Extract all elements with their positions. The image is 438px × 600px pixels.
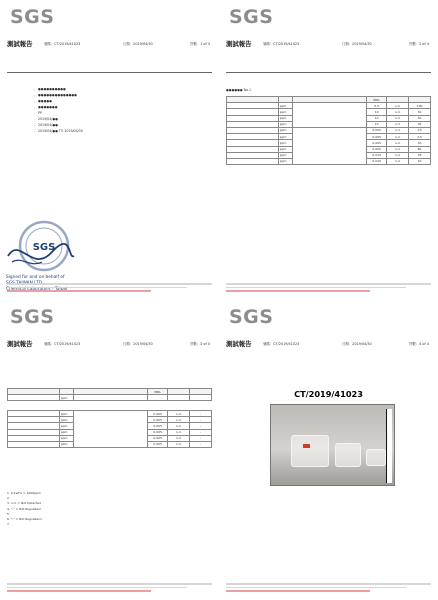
table-row: ppm 0.005 n.d. -	[8, 423, 212, 429]
info-value: ●●●●●●●●●●●●●●	[38, 93, 77, 97]
note-line: 7.	[7, 522, 10, 527]
report-title: 測試報告	[226, 40, 252, 48]
stamp-signed-text: Signed for and on behalf of	[6, 275, 65, 280]
results-table-continued	[7, 388, 212, 401]
info-value: 2019/04/●●	[38, 123, 58, 127]
page-footer	[7, 281, 212, 292]
report-number: 號碼：CT/2019/41023	[44, 42, 81, 46]
report-date: 日期：2019/04/30	[342, 42, 372, 46]
page-number: 頁數：4 of 4	[409, 342, 429, 346]
column-header: MDL	[148, 389, 168, 395]
report-number: 號碼：CT/2019/41023	[263, 42, 300, 46]
table-row: ppm 0.005 n.d. -	[8, 429, 212, 435]
report-title: 測試報告	[226, 340, 252, 348]
container-small	[366, 449, 386, 466]
note-line: 4. "-" = Not Regulated	[7, 506, 41, 511]
table-row: ppm	[8, 395, 212, 401]
results-table	[226, 96, 431, 165]
table-row: ppm 0.005 n.d. 1.5	[227, 127, 431, 133]
table-row: ppm 0.005 n.d. -	[8, 435, 212, 441]
table-row: ppm 10 n.d. 30	[227, 115, 431, 121]
report-page-1	[0, 0, 219, 300]
table-row: ppm 10 n.d. 30	[227, 121, 431, 127]
ruler-icon	[386, 409, 392, 483]
report-notes	[7, 491, 212, 527]
info-row: ： 2019/04/●● TO 2019/04/30	[34, 129, 83, 134]
report-page-3	[0, 300, 219, 600]
note-line: 5.	[7, 511, 10, 516]
report-date: 日期：2019/04/30	[342, 342, 372, 346]
sgs-logo: SGS	[229, 6, 274, 28]
divider	[226, 72, 431, 73]
table-row: ppm 10 n.d. 30	[227, 109, 431, 115]
sgs-logo: SGS	[229, 306, 274, 328]
info-value: 2019/04/●●	[38, 117, 58, 121]
page-footer	[226, 581, 431, 592]
table-row: ppm 0.005 n.d. -	[8, 441, 212, 447]
table-row: ppm 0.005 n.d. 2.5	[227, 134, 431, 140]
note-line: 1. 0.1wt% = 1000ppm	[7, 491, 41, 495]
table-row: ppm 0.010 n.d. 18	[227, 152, 431, 158]
note-line: 2.	[7, 496, 10, 501]
page-number: 頁數：1 of 4	[190, 42, 210, 46]
divider	[7, 72, 212, 73]
info-row: ： 2019/04/●●	[34, 117, 58, 122]
info-row: ： PP	[34, 111, 42, 116]
sample-photo	[270, 404, 395, 486]
info-row: ： ●●●●●●●	[34, 105, 58, 110]
report-title: 測試報告	[7, 40, 33, 48]
svg-text:SGS: SGS	[32, 242, 56, 253]
info-value: PP	[38, 111, 42, 115]
info-value: 2019/04/●● TO 2019/04/30	[38, 129, 83, 133]
info-row: ： ●●●●●	[34, 99, 52, 104]
container-large	[291, 435, 329, 467]
report-date: 日期：2019/04/30	[123, 342, 153, 346]
report-footnote	[7, 536, 212, 541]
table-row: ppm 0.5 n.d. 100	[227, 103, 431, 109]
info-row: ： 2019/04/●●	[34, 123, 58, 128]
report-page-2	[219, 0, 438, 300]
report-title: 測試報告	[7, 340, 33, 348]
info-value: ●●●●●●●●●●	[38, 87, 66, 91]
table-row: ppm 0.005 n.d. 30	[227, 140, 431, 146]
report-page-4	[219, 300, 438, 600]
table-row: ppm 0.005 n.d. -	[8, 411, 212, 417]
note-line: 3. n.d. = Not Detected	[7, 501, 41, 506]
red-label-icon	[303, 444, 310, 448]
page-footer	[7, 581, 212, 592]
sgs-seal-icon	[6, 216, 76, 282]
info-value: ●●●●●●●	[38, 105, 58, 109]
info-row: ： ●●●●●●●●●●●●●●	[34, 93, 77, 98]
page-footer	[226, 281, 431, 292]
photo-report-id: CT/2019/41023	[294, 389, 363, 399]
table-row: ppm 0.005 n.d. 60	[227, 146, 431, 152]
note-line: 6. "-" = Not Regulated /	[7, 516, 43, 521]
results-table-extra	[7, 410, 212, 448]
container-medium	[335, 443, 361, 467]
column-header: MDL	[367, 97, 387, 103]
sample-id: ●●●●●● No.1	[226, 88, 252, 92]
info-row: ： ●●●●●●●●●●	[34, 87, 66, 92]
report-date: 日期：2019/04/30	[123, 42, 153, 46]
sgs-logo: SGS	[10, 6, 55, 28]
report-number: 號碼：CT/2019/41023	[44, 342, 81, 346]
page-number: 頁數：2 of 4	[409, 42, 429, 46]
info-value: ●●●●●	[38, 99, 52, 103]
page-number: 頁數：3 of 4	[190, 342, 210, 346]
report-number: 號碼：CT/2019/41023	[263, 342, 300, 346]
table-row: ppm 0.010 n.d. 10	[227, 158, 431, 164]
table-row: ppm 0.005 n.d. -	[8, 417, 212, 423]
sgs-logo: SGS	[10, 306, 55, 328]
